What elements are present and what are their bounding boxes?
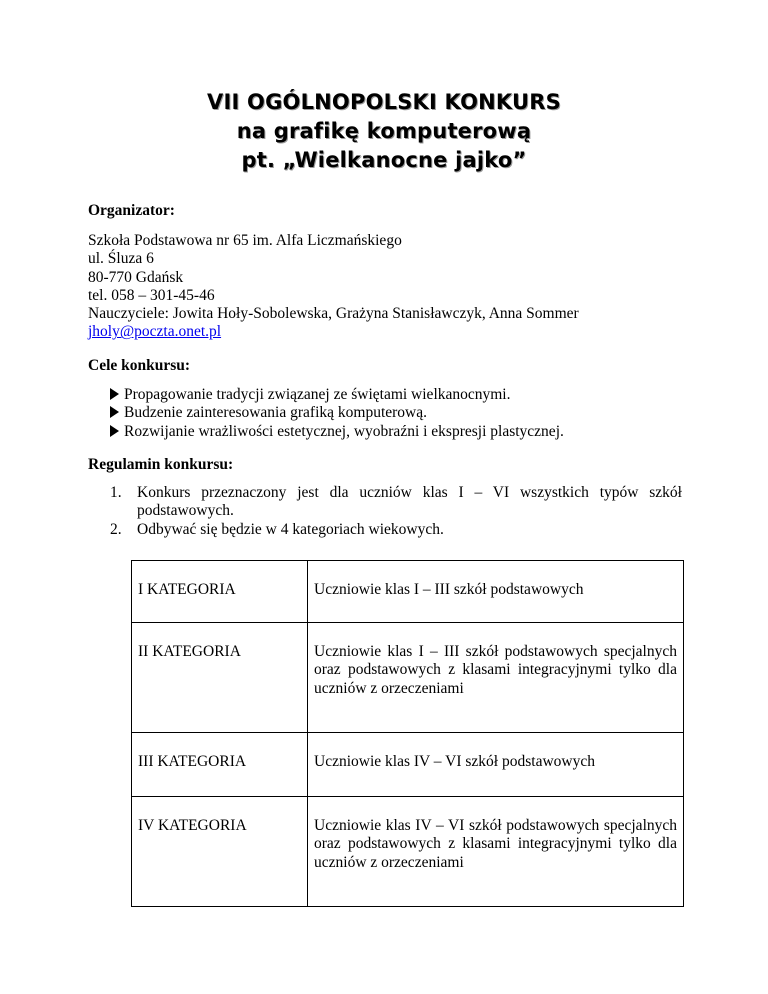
category-name: IV KATEGORIA [132, 797, 308, 907]
list-item [110, 404, 564, 422]
rule-text: Odbywać się będzie w 4 kategoriach wiekowych. [137, 520, 444, 538]
list-item [110, 423, 564, 441]
arrow-bullet-icon [110, 425, 119, 437]
category-description: Uczniowie klas I – III szkół podstawowych specjalnych oraz podstawowych z klasami integracyjnymi tylko dla uczniów z orzeczeniami [308, 623, 684, 733]
rules-list [110, 484, 682, 539]
categories-table [131, 560, 684, 907]
title-line-1: VII OGÓLNOPOLSKI KONKURS [207, 90, 561, 114]
organizer-email-link[interactable]: jholy@poczta.onet.pl [88, 323, 222, 341]
organizer-heading: Organizator: [88, 202, 175, 219]
organizer-teachers: Nauczyciele: Jowita Hoły-Sobolewska, Grażyna Stanisławczyk, Anna Sommer [88, 305, 579, 323]
category-description: Uczniowie klas I – III szkół podstawowych [308, 561, 684, 623]
organizer-street: ul. Śluza 6 [88, 250, 154, 268]
organizer-details [88, 232, 579, 342]
goal-text: Rozwijanie wrażliwości estetycznej, wyobraźni i ekspresji plastycznej. [124, 422, 564, 440]
title-line-2: na grafikę komputerową [236, 119, 532, 143]
rule-number: 2. [110, 520, 122, 538]
table-row [132, 733, 684, 797]
rule-number: 1. [110, 484, 122, 501]
title-line-3: pt. „Wielkanocne jajko” [241, 148, 527, 172]
rules-heading: Regulamin konkursu: [88, 456, 234, 473]
goal-text: Propagowanie tradycji związanej ze świętami wielkanocnymi. [124, 386, 511, 403]
list-item [110, 521, 682, 539]
table-row [132, 623, 684, 733]
document-title [0, 88, 768, 175]
rule-text: Konkurs przeznaczony jest dla uczniów klas I – VI wszystkich typów szkół podstawowych. [137, 484, 682, 520]
organizer-city: 80-770 Gdańsk [88, 268, 184, 286]
table-row [132, 797, 684, 907]
table-row [132, 561, 684, 623]
goal-text: Budzenie zainteresowania grafiką komputerową. [124, 404, 427, 422]
list-item [110, 484, 682, 521]
arrow-bullet-icon [110, 406, 119, 418]
arrow-bullet-icon [110, 388, 119, 400]
category-name: II KATEGORIA [132, 623, 308, 733]
goals-list [110, 386, 564, 441]
organizer-phone: tel. 058 – 301-45-46 [88, 286, 215, 304]
list-item [110, 386, 564, 404]
organizer-school: Szkoła Podstawowa nr 65 im. Alfa Liczmańskiego [88, 232, 402, 249]
goals-heading: Cele konkursu: [88, 357, 191, 374]
category-name: I KATEGORIA [132, 561, 308, 623]
category-description: Uczniowie klas IV – VI szkół podstawowych specjalnych oraz podstawowych z klasami integracyjnymi tylko dla uczniów z orzeczeniami [308, 797, 684, 907]
category-description: Uczniowie klas IV – VI szkół podstawowych [308, 733, 684, 797]
category-name: III KATEGORIA [132, 733, 308, 797]
